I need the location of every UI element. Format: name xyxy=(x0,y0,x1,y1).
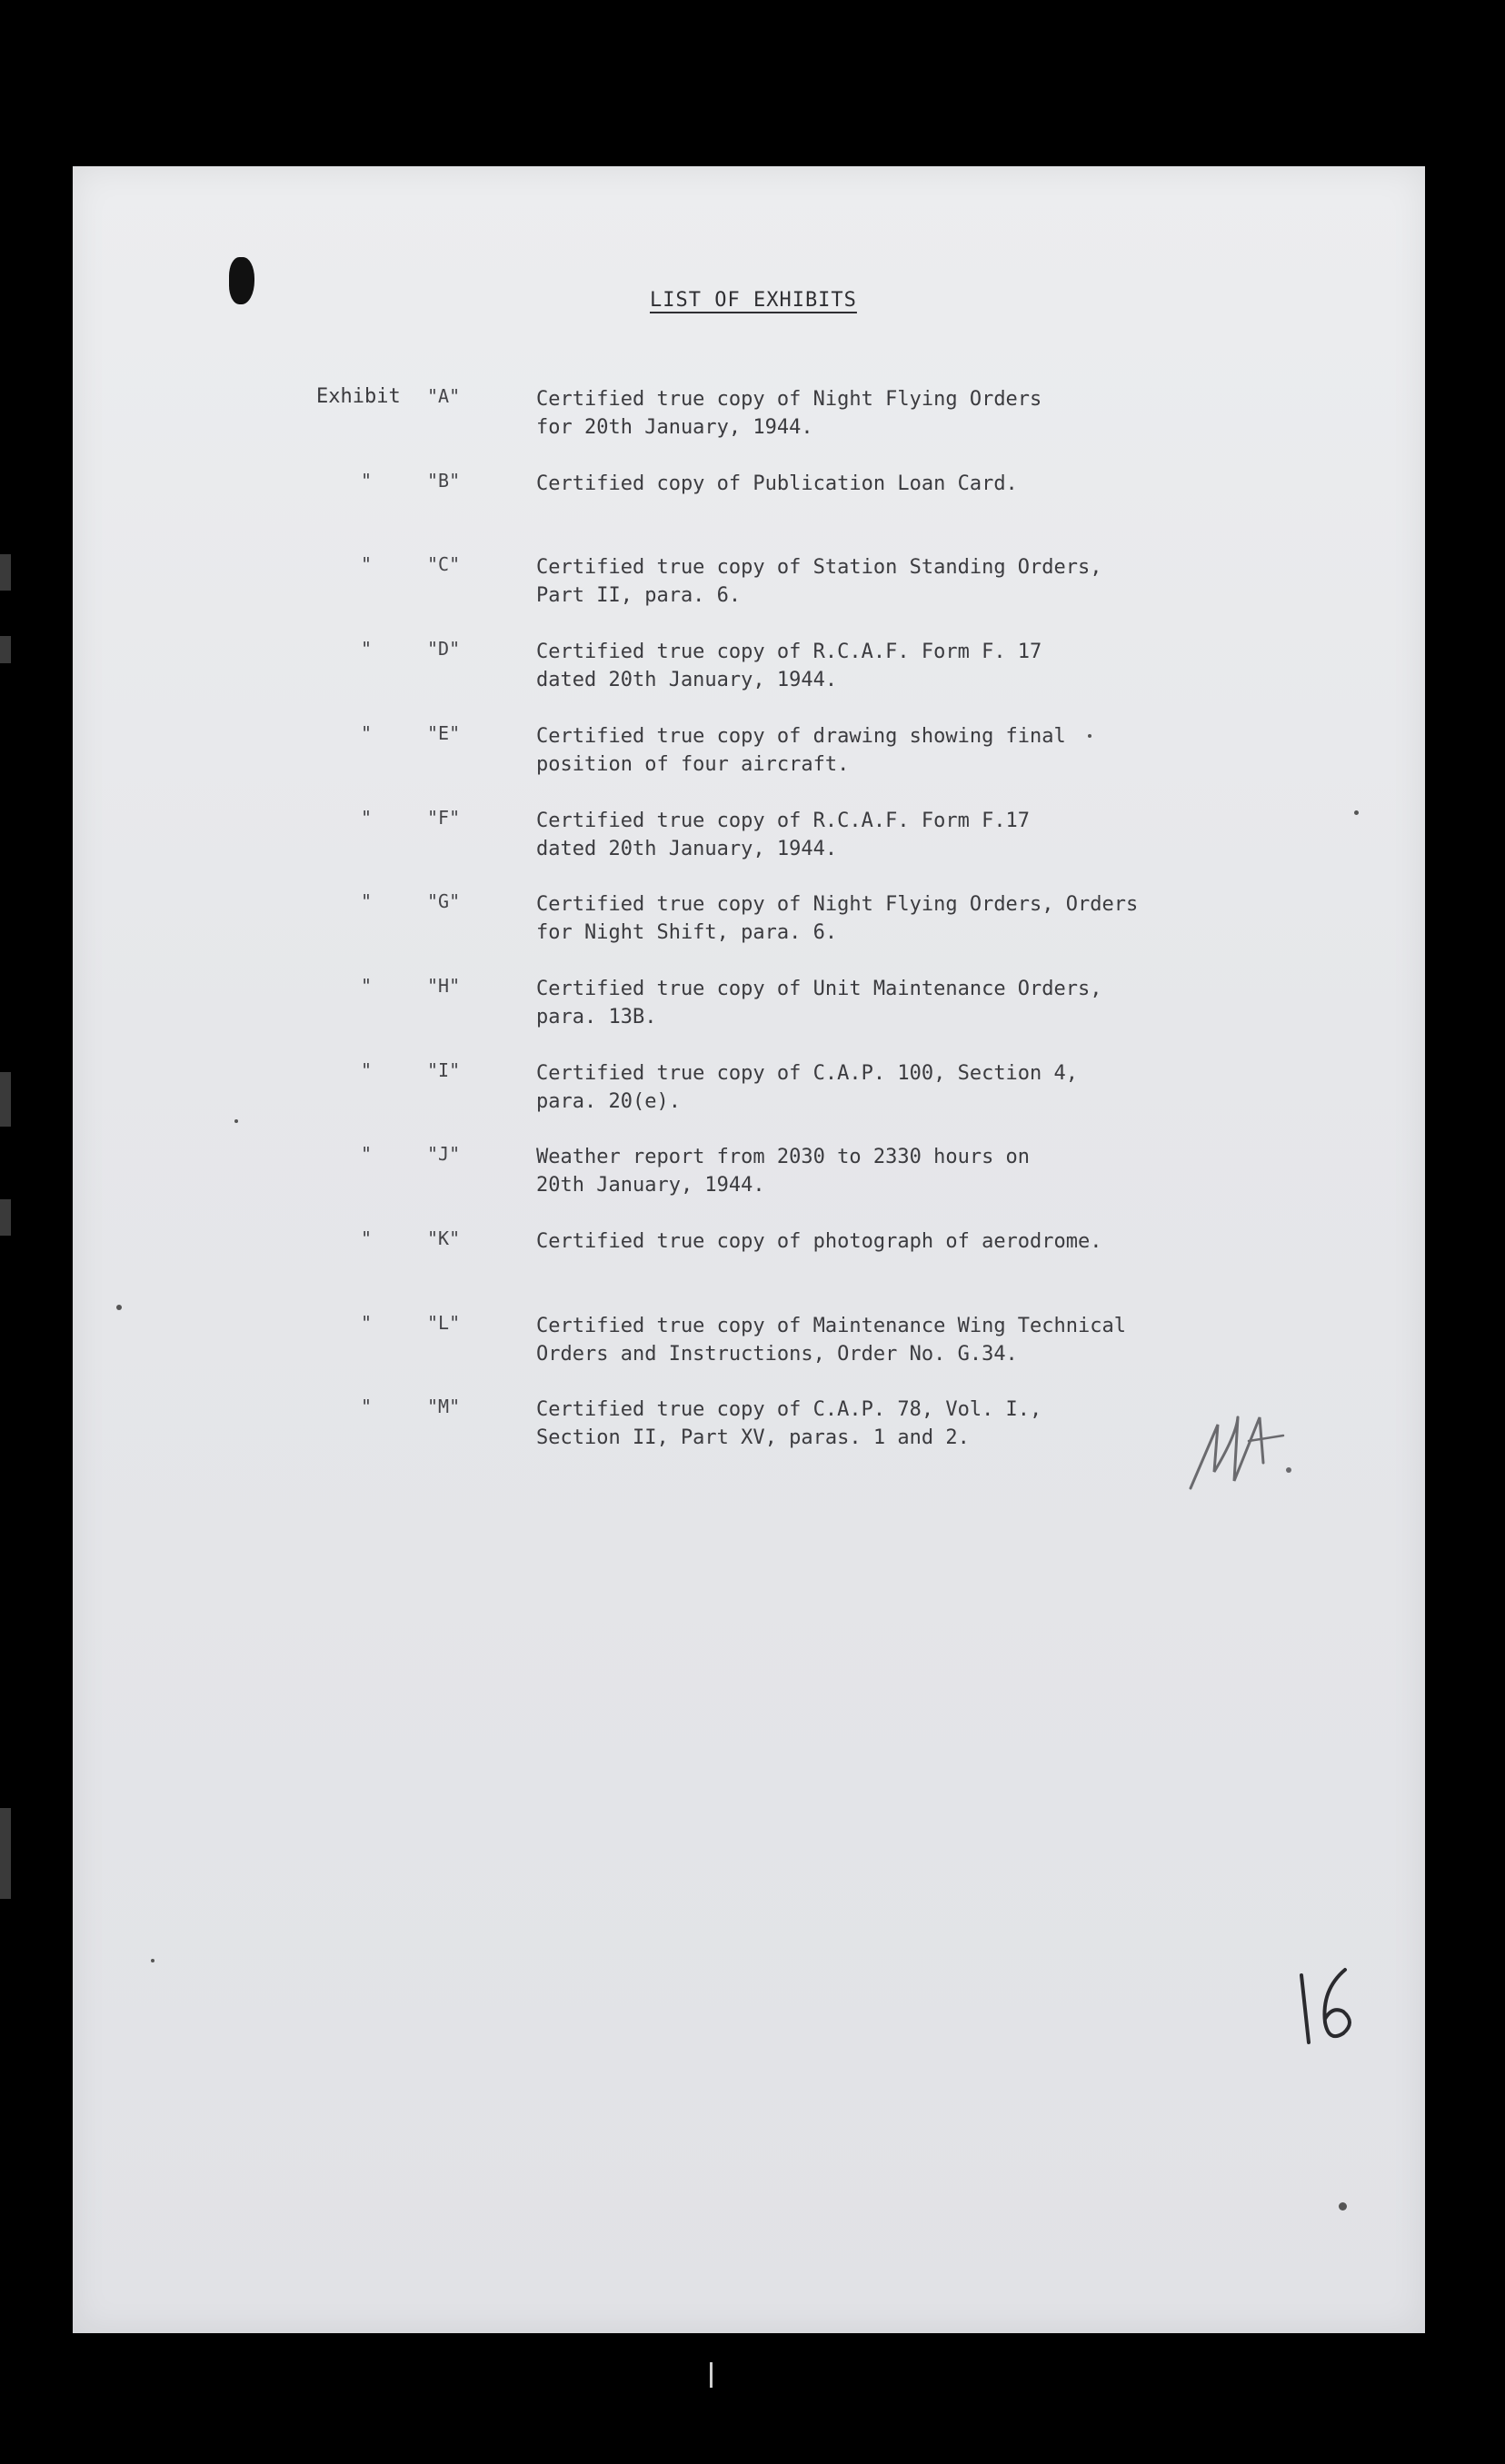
description-line: Certified true copy of Maintenance Wing Technical xyxy=(536,1315,1127,1337)
exhibit-letter: "H" xyxy=(427,975,461,997)
description-line: Certified true copy of photograph of aerodrome. xyxy=(536,1230,1102,1253)
exhibit-description xyxy=(536,890,1138,947)
exhibit-letter: "D" xyxy=(427,638,461,660)
exhibit-letter: "G" xyxy=(427,890,461,912)
scan-edge-mark xyxy=(0,554,11,591)
ditto-mark: " xyxy=(361,807,373,829)
description-line: Section II, Part XV, paras. 1 and 2. xyxy=(536,1426,970,1449)
exhibit-description xyxy=(536,1312,1126,1368)
ditto-mark: " xyxy=(361,975,373,997)
exhibit-row xyxy=(0,807,1505,861)
exhibit-description xyxy=(536,385,1042,442)
description-line: Orders and Instructions, Order No. G.34. xyxy=(536,1343,1018,1366)
ditto-mark: " xyxy=(361,1396,373,1417)
exhibit-row xyxy=(0,1143,1505,1197)
description-line: para. 13B. xyxy=(536,1006,657,1028)
exhibit-description xyxy=(536,1143,1030,1199)
ditto-mark: " xyxy=(361,1312,373,1334)
description-line: Weather report from 2030 to 2330 hours on xyxy=(536,1146,1031,1168)
exhibit-description xyxy=(536,470,1018,498)
scan-tick-mark xyxy=(710,2362,713,2388)
exhibit-description xyxy=(536,1059,1078,1116)
exhibit-row xyxy=(0,890,1505,945)
scan-edge-mark xyxy=(0,1808,11,1899)
ditto-mark: " xyxy=(361,553,373,575)
description-line: Certified true copy of Station Standing Orders, xyxy=(536,556,1102,579)
punch-hole xyxy=(229,257,254,304)
exhibit-row xyxy=(0,1312,1505,1366)
exhibit-letter: "K" xyxy=(427,1227,461,1249)
speck xyxy=(151,1959,154,1962)
speck xyxy=(1339,2202,1347,2211)
exhibit-description xyxy=(536,553,1102,610)
exhibit-description xyxy=(536,807,1030,863)
description-line: for Night Shift, para. 6. xyxy=(536,921,838,944)
ditto-mark: " xyxy=(361,470,373,492)
exhibit-letter: "F" xyxy=(427,807,461,829)
exhibit-row xyxy=(0,1227,1505,1282)
ditto-mark: " xyxy=(361,1143,373,1165)
ditto-mark: " xyxy=(361,890,373,912)
description-line: Certified true copy of Unit Maintenance Orders, xyxy=(536,978,1102,1000)
exhibit-description xyxy=(536,722,1066,779)
description-line: Certified true copy of C.A.P. 100, Section 4, xyxy=(536,1062,1079,1085)
speck xyxy=(1354,810,1359,815)
exhibit-description xyxy=(536,1396,1042,1452)
exhibit-row xyxy=(0,638,1505,692)
handwritten-initials xyxy=(1181,1381,1300,1499)
exhibit-row xyxy=(0,722,1505,777)
scan-edge-mark xyxy=(0,636,11,663)
description-line: Certified true copy of drawing showing final xyxy=(536,725,1066,748)
description-line: dated 20th January, 1944. xyxy=(536,669,838,691)
description-line: Certified copy of Publication Loan Card. xyxy=(536,472,1018,495)
exhibit-letter: "M" xyxy=(427,1396,461,1417)
exhibit-row xyxy=(0,1059,1505,1114)
exhibit-row xyxy=(0,385,1505,440)
description-line: para. 20(e). xyxy=(536,1090,681,1113)
exhibit-letter: "I" xyxy=(427,1059,461,1081)
exhibit-letter: "B" xyxy=(427,470,461,492)
exhibit-row xyxy=(0,553,1505,608)
description-line: Certified true copy of C.A.P. 78, Vol. I., xyxy=(536,1398,1042,1421)
exhibit-description xyxy=(536,975,1102,1031)
speck xyxy=(116,1305,122,1310)
exhibit-letter: "L" xyxy=(427,1312,461,1334)
description-line: Certified true copy of Night Flying Orders, Orders xyxy=(536,893,1139,916)
description-line: dated 20th January, 1944. xyxy=(536,838,838,860)
page-title: LIST OF EXHIBITS xyxy=(650,289,857,312)
exhibit-letter: "E" xyxy=(427,722,461,744)
ditto-mark: " xyxy=(361,638,373,660)
exhibit-letter: "A" xyxy=(427,385,461,407)
ditto-mark: " xyxy=(361,1227,373,1249)
exhibit-label: Exhibit xyxy=(316,385,401,408)
exhibit-description xyxy=(536,638,1042,694)
exhibit-description xyxy=(536,1227,1102,1256)
description-line: Certified true copy of Night Flying Orders xyxy=(536,388,1042,411)
description-line: for 20th January, 1944. xyxy=(536,416,813,439)
exhibit-row xyxy=(0,975,1505,1029)
description-line: Certified true copy of R.C.A.F. Form F.17 xyxy=(536,810,1031,832)
description-line: 20th January, 1944. xyxy=(536,1174,765,1197)
speck xyxy=(234,1119,238,1123)
description-line: position of four aircraft. xyxy=(536,753,850,776)
ditto-mark: " xyxy=(361,1059,373,1081)
description-line: Certified true copy of R.C.A.F. Form F. 17 xyxy=(536,641,1042,663)
exhibit-letter: "J" xyxy=(427,1143,461,1165)
ditto-mark: " xyxy=(361,722,373,744)
handwritten-page-number xyxy=(1291,1962,1363,2053)
scan-edge-mark xyxy=(0,1072,11,1127)
speck xyxy=(1088,734,1091,738)
exhibit-row xyxy=(0,470,1505,524)
exhibit-letter: "C" xyxy=(427,553,461,575)
scan-edge-mark xyxy=(0,1199,11,1236)
description-line: Part II, para. 6. xyxy=(536,584,742,607)
